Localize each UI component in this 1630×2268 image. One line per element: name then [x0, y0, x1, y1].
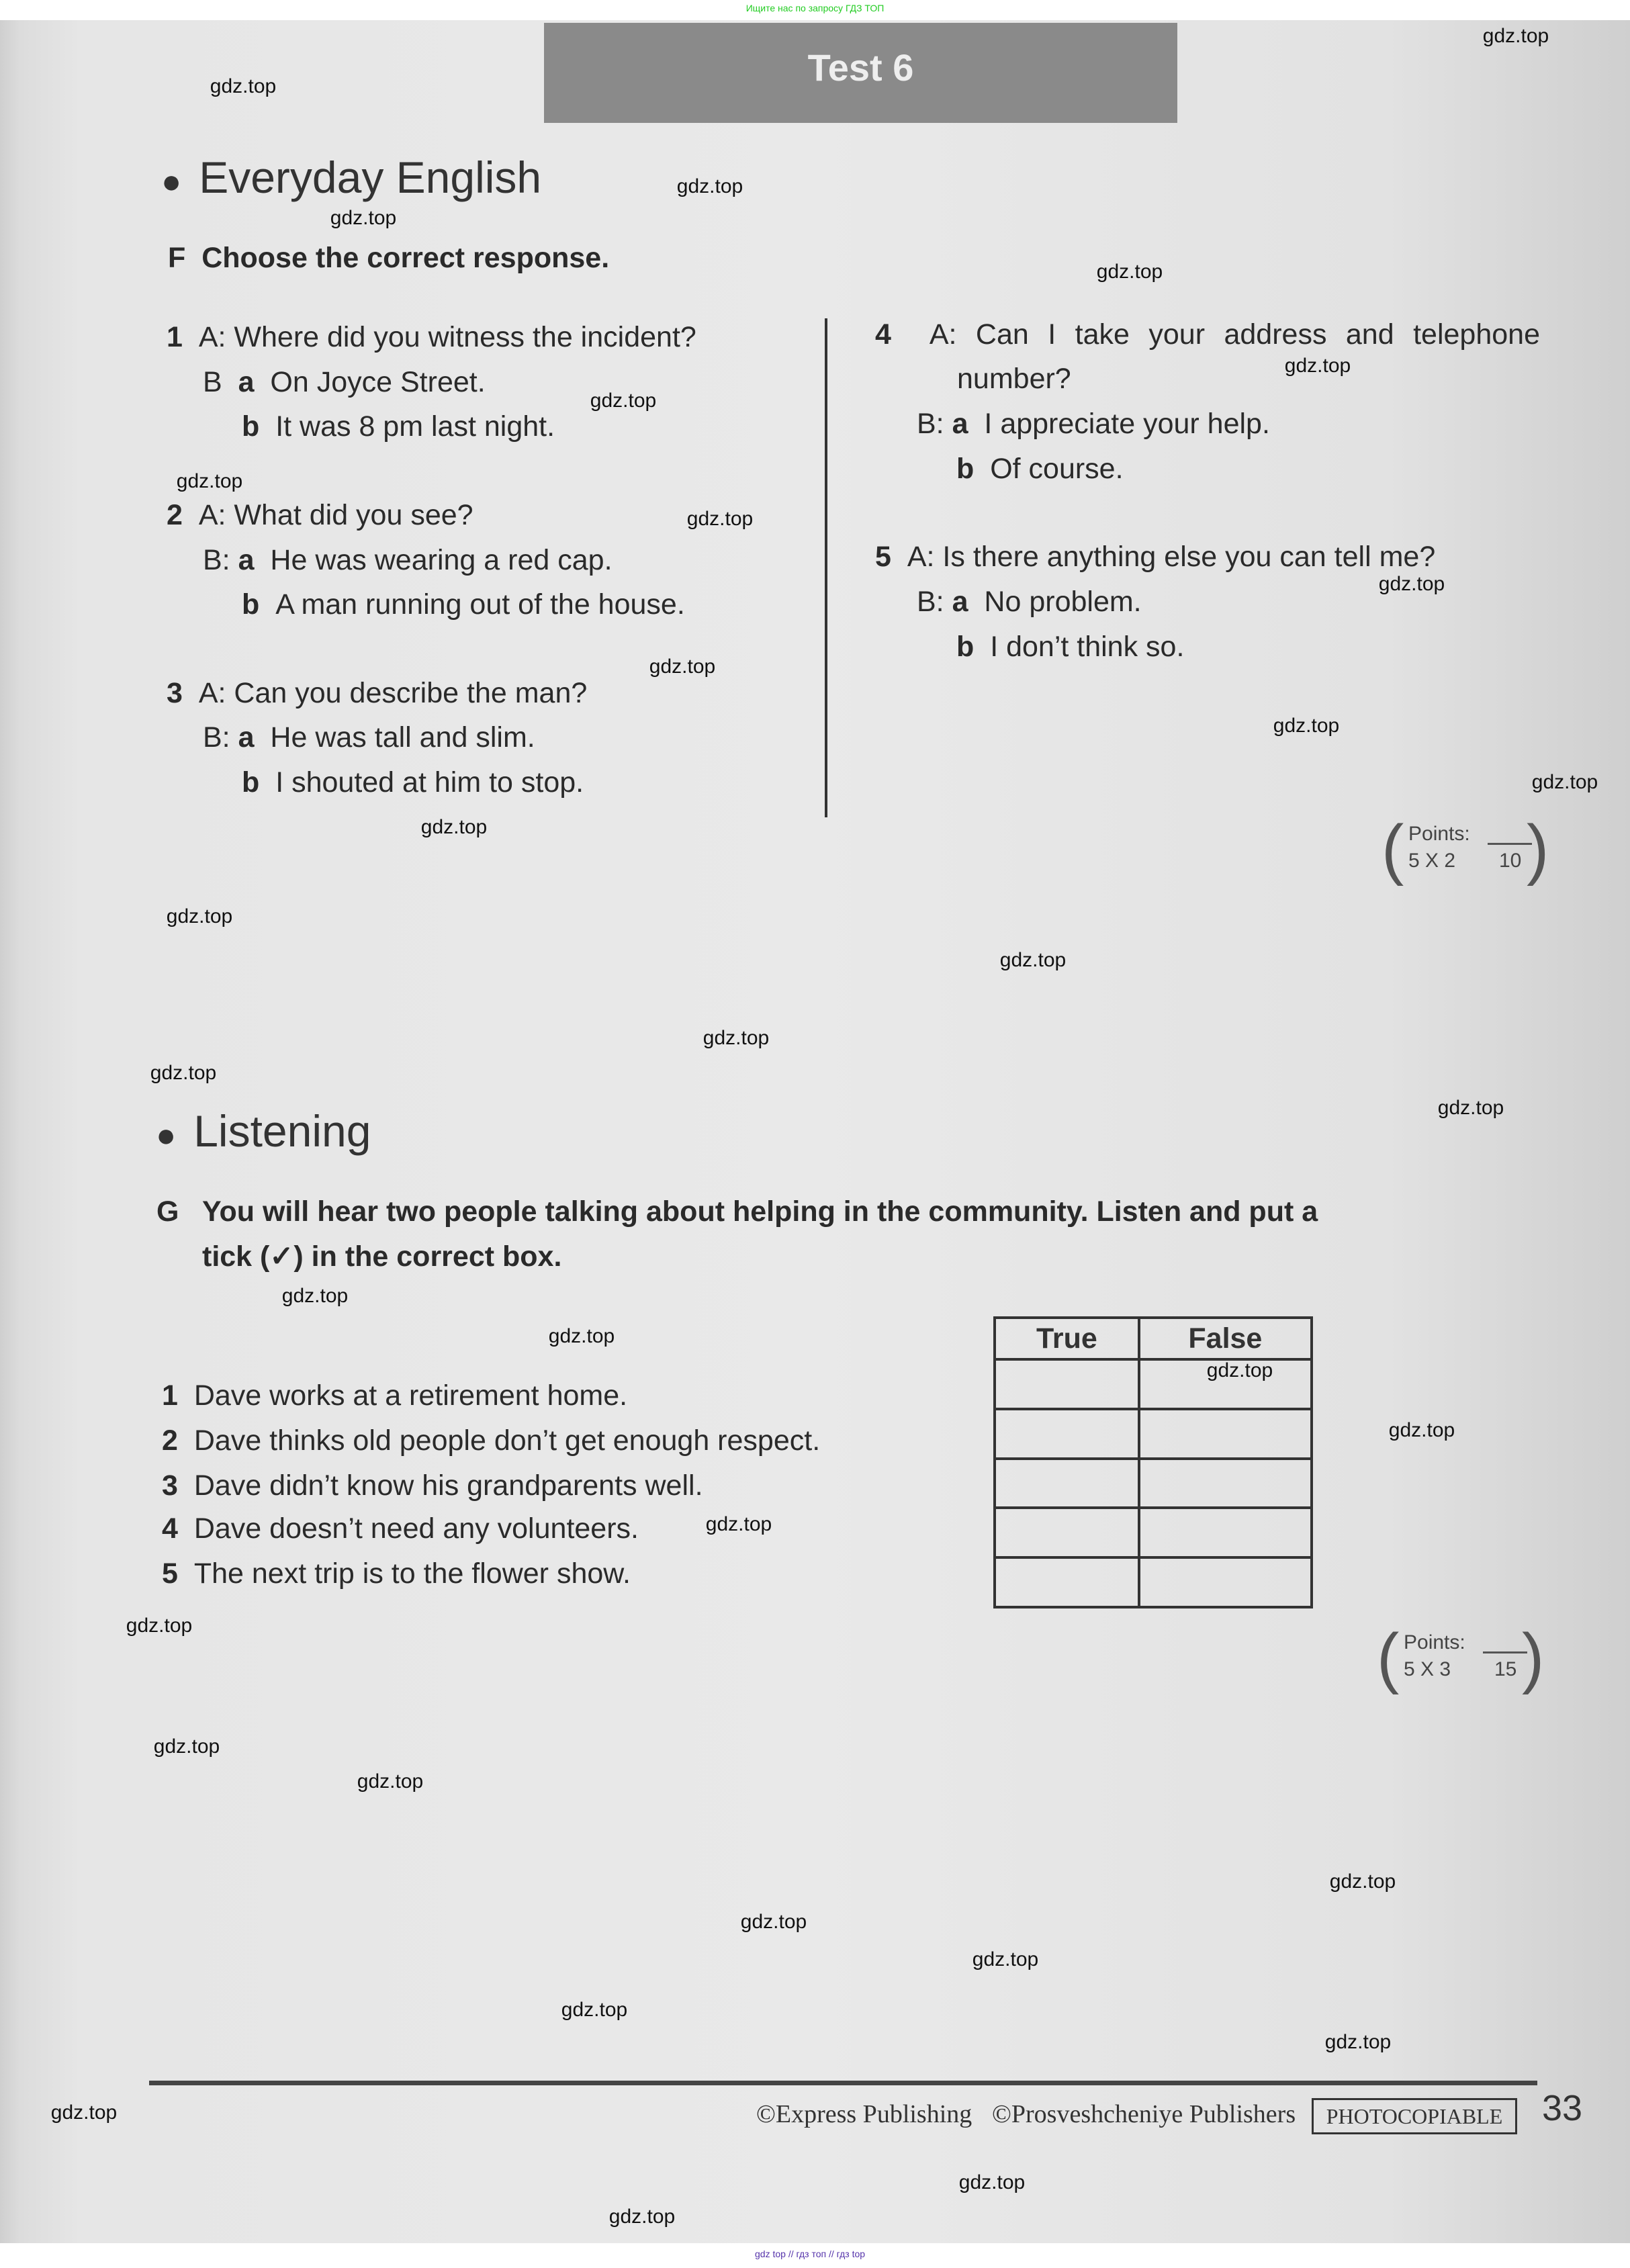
option-text: It was 8 pm last night. [275, 410, 555, 443]
watermark: gdz.top [740, 1911, 807, 1933]
watermark: gdz.top [420, 816, 488, 838]
speaker-b: B: [917, 408, 944, 440]
watermark: gdz.top [150, 1062, 217, 1084]
paren-left: ( [1377, 1620, 1400, 1695]
option-b[interactable]: b It was 8 pm last night. [242, 410, 555, 443]
instruction-text: Choose the correct response. [201, 242, 610, 274]
speaker-a: A: [929, 318, 957, 351]
option-text: I don’t think so. [990, 631, 1185, 663]
question-text: Can you describe the man? [234, 677, 588, 709]
s-num: 4 [162, 1512, 178, 1545]
q-num: 4 [875, 318, 891, 351]
tick-box-false-3[interactable] [1139, 1459, 1312, 1508]
points-box-g [1377, 1620, 1545, 1695]
column-divider [825, 318, 827, 817]
header-false: False [1139, 1318, 1312, 1359]
paren-left: ( [1382, 811, 1404, 887]
exercise-f-instruction [168, 242, 609, 275]
paren-right: ) [1527, 811, 1549, 887]
heading-text: Listening [193, 1106, 371, 1156]
q-num: 2 [167, 499, 183, 531]
points-formula: 5 X 3 [1404, 1658, 1451, 1680]
watermark: gdz.top [166, 905, 233, 927]
s-text: Dave didn’t know his grandparents well. [193, 1469, 703, 1502]
watermark: gdz.top [153, 1735, 220, 1758]
s-text: Dave works at a retirement home. [193, 1379, 628, 1412]
bottom-links[interactable]: gdz top // гдз топ // гдз top [755, 2249, 866, 2259]
watermark: gdz.top [1531, 771, 1598, 793]
speaker-b: B: [917, 586, 944, 618]
points-total: 10 [1499, 850, 1522, 872]
speaker-b: B: [203, 721, 230, 754]
watermark: gdz.top [705, 1513, 772, 1535]
tick-box-true-3[interactable] [995, 1459, 1139, 1508]
s-text: Dave thinks old people don’t get enough respect. [193, 1424, 821, 1457]
tick-box-true-5[interactable] [995, 1557, 1139, 1607]
test-banner [544, 23, 1177, 123]
tick-box-true-1[interactable] [995, 1359, 1139, 1409]
s-num: 3 [162, 1469, 178, 1502]
option-text: On Joyce Street. [270, 366, 486, 398]
score-blank[interactable] [1483, 1651, 1527, 1653]
bullet-icon: ● [161, 162, 182, 200]
watermark: gdz.top [1378, 573, 1445, 595]
exercise-g-letter: G [156, 1195, 179, 1228]
test-title: Test 6 [807, 46, 914, 89]
question-text: Can I take your address and telephone [975, 318, 1540, 351]
speaker-a: A: [198, 499, 226, 531]
section-heading-everyday-english [161, 152, 541, 203]
watermark: gdz.top [608, 2206, 676, 2228]
copyright-express: ©Express Publishing [756, 2100, 972, 2128]
watermark: gdz.top [126, 1615, 193, 1637]
header-true: True [995, 1318, 1139, 1359]
watermark: gdz.top [1324, 2031, 1392, 2053]
speaker-a: A: [907, 541, 935, 573]
watermark: gdz.top [649, 655, 716, 678]
option-text: He was tall and slim. [270, 721, 535, 754]
option-text: Of course. [990, 453, 1124, 485]
statement-1 [162, 1379, 627, 1412]
option-b[interactable]: b I shouted at him to stop. [242, 766, 584, 799]
points-label: Points: [1408, 823, 1470, 845]
photocopiable-badge: PHOTOCOPIABLE [1312, 2098, 1517, 2134]
s-num: 2 [162, 1424, 178, 1457]
option-b[interactable]: b Of course. [956, 453, 1124, 485]
option-b[interactable]: b A man running out of the house. [242, 588, 685, 621]
speaker-b: B: [203, 544, 230, 576]
s-text: Dave doesn’t need any volunteers. [193, 1512, 639, 1545]
section-heading-listening [156, 1105, 371, 1156]
s-num: 5 [162, 1557, 178, 1590]
s-num: 1 [162, 1379, 178, 1412]
watermark: gdz.top [548, 1325, 615, 1347]
watermark: gdz.top [686, 508, 754, 530]
watermark: gdz.top [176, 470, 243, 492]
tick-box-false-2[interactable] [1139, 1409, 1312, 1459]
option-a[interactable]: B: a He was wearing a red cap. [203, 544, 613, 576]
watermark: gdz.top [50, 2101, 118, 2124]
option-a[interactable]: B a On Joyce Street. [203, 366, 486, 398]
score-blank[interactable] [1488, 843, 1532, 845]
question-text: Where did you witness the incident? [234, 321, 696, 353]
option-text: I shouted at him to stop. [275, 766, 584, 799]
tick-box-true-2[interactable] [995, 1409, 1139, 1459]
exercise-g-instruction-line2: tick (✓) in the correct box. [202, 1240, 562, 1273]
tick-box-false-4[interactable] [1139, 1508, 1312, 1557]
watermark: gdz.top [281, 1285, 349, 1307]
bullet-icon: ● [156, 1116, 177, 1154]
speaker-a: A: [198, 321, 226, 353]
tick-box-true-4[interactable] [995, 1508, 1139, 1557]
watermark: gdz.top [1206, 1359, 1273, 1381]
watermark: gdz.top [1096, 261, 1163, 283]
q-num: 5 [875, 541, 891, 573]
q-num: 3 [167, 677, 183, 709]
top-search-note[interactable]: Ищите нас по запросу ГДЗ ТОП [745, 3, 885, 13]
statement-3 [162, 1469, 703, 1502]
statement-5 [162, 1557, 631, 1590]
option-a[interactable]: B: a No problem. [917, 586, 1142, 618]
option-a[interactable]: B: a I appreciate your help. [917, 408, 1270, 440]
copyright-prosveshcheniye: ©Prosveshcheniye Publishers [992, 2100, 1296, 2128]
question-text: What did you see? [234, 499, 473, 531]
points-label: Points: [1404, 1631, 1465, 1653]
points-total: 15 [1494, 1658, 1517, 1680]
option-text: He was wearing a red cap. [270, 544, 613, 576]
footer-rule [149, 2081, 1537, 2085]
statement-2 [162, 1424, 820, 1457]
paren-right: ) [1522, 1620, 1545, 1695]
watermark: gdz.top [1388, 1419, 1455, 1441]
watermark: gdz.top [676, 175, 743, 197]
watermark: gdz.top [357, 1770, 424, 1793]
watermark: gdz.top [1273, 715, 1340, 737]
watermark: gdz.top [1284, 355, 1351, 377]
option-text: A man running out of the house. [275, 588, 685, 621]
option-text: No problem. [984, 586, 1142, 618]
q-num: 1 [167, 321, 183, 353]
watermark: gdz.top [561, 1999, 628, 2021]
option-a[interactable]: B: a He was tall and slim. [203, 721, 535, 754]
watermark: gdz.top [1329, 1870, 1396, 1893]
page-number: 33 [1542, 2088, 1583, 2128]
watermark: gdz.top [999, 949, 1067, 971]
statement-4 [162, 1512, 639, 1545]
s-text: The next trip is to the flower show. [193, 1557, 631, 1590]
points-box-f [1382, 811, 1549, 887]
watermark: gdz.top [330, 207, 397, 229]
speaker-b: B [203, 366, 222, 398]
watermark: gdz.top [1482, 25, 1549, 47]
option-b[interactable]: b I don’t think so. [956, 631, 1185, 663]
tick-box-false-5[interactable] [1139, 1557, 1312, 1607]
watermark: gdz.top [210, 75, 277, 97]
speaker-a: A: [198, 677, 226, 709]
watermark: gdz.top [703, 1027, 770, 1049]
question-text-cont: number? [957, 363, 1071, 395]
option-text: I appreciate your help. [984, 408, 1270, 440]
exercise-letter: F [168, 242, 186, 274]
exercise-g-instruction-line1: You will hear two people talking about helping in the community. Listen and put a [202, 1195, 1318, 1228]
watermark: gdz.top [590, 390, 657, 412]
points-formula: 5 X 2 [1408, 850, 1456, 872]
watermark: gdz.top [958, 2171, 1026, 2193]
watermark: gdz.top [1437, 1097, 1504, 1119]
heading-text: Everyday English [199, 152, 542, 202]
watermark: gdz.top [972, 1948, 1039, 1970]
question-text: Is there anything else you can tell me? [942, 541, 1436, 573]
